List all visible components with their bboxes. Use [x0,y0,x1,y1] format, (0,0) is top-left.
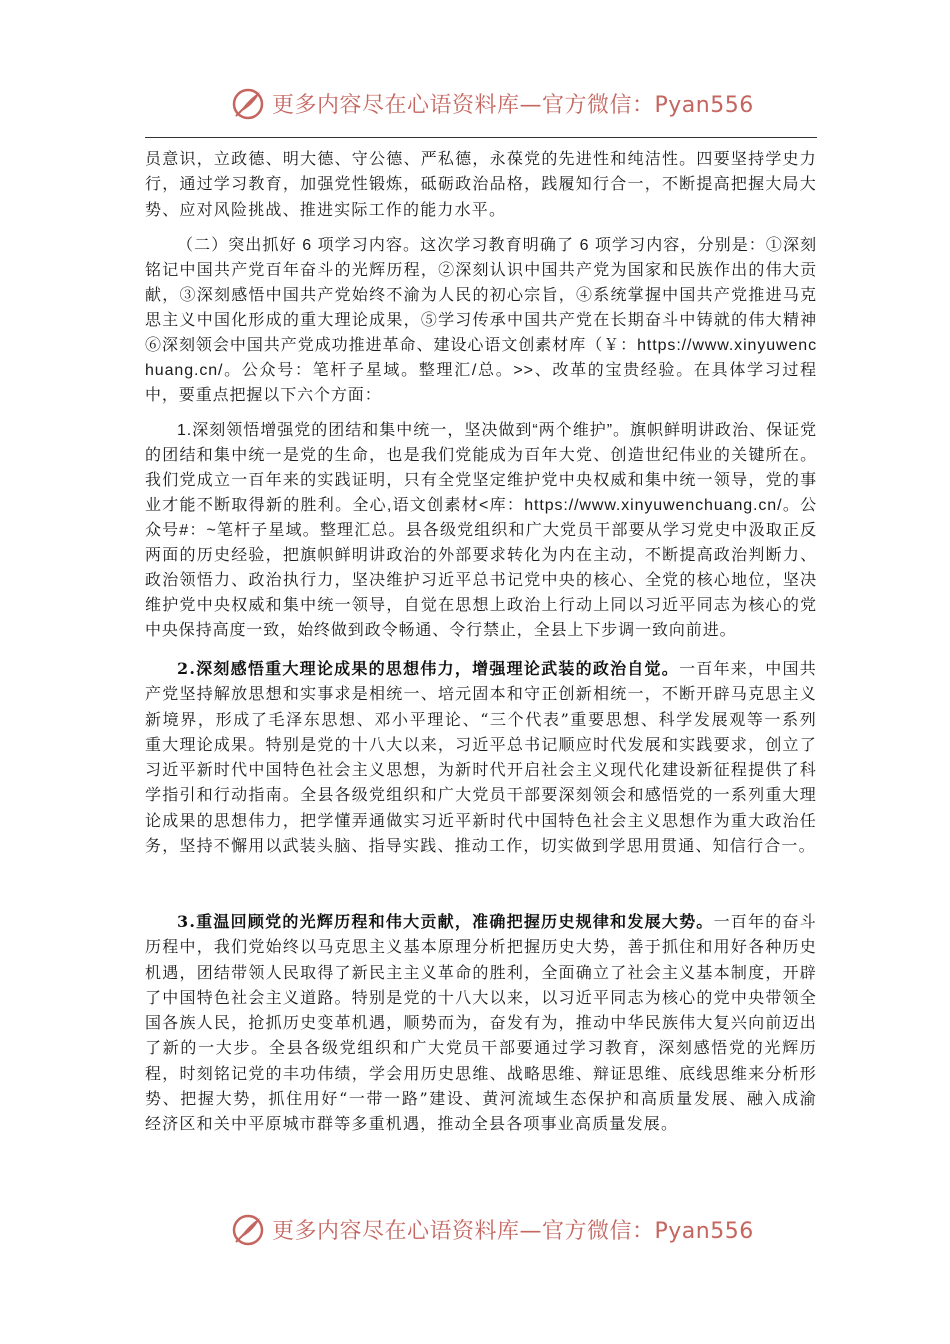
point-3-body: 一百年的奋斗历程中，我们党始终以马克思主义基本原理分析把握历史大势，善于抓住和用好各种历史机遇，团结带领人民取得了新民主主义革命的胜利，全面确立了社会主义基本制度，开辟了中国特色社会主义道路。特别是党的十八大以来，以习近平同志为核心的党中央带领全国各族人民，抢抓历史变革机遇，顺势而为，奋发有为，推动中华民族伟大复兴向前迈出了新的一大步。全县各级党组织和广大党员干部要通过学习教育，深刻感悟党的光辉历程，时刻铭记党的丰功伟绩，学会用历史思维、战略思维、辩证思维、底线思维来分析形势、把握大势，抓住用好“一带一路”建设、黄河流域生态保护和高质量发展、融入成渝经济区和关中平原城市群等多重机遇，推动全县各项事业高质量发展。 [145,912,817,1134]
paragraph-continuation: 员意识，立政德、明大德、守公德、严私德，永葆党的先进性和纯洁性。四要坚持学史力行，通过学习教育，加强党性锻炼，砥砺政治品格，践履知行合一，不断提高把握大局大势、应对风险挑战、推进实际工作的能力水平。 [145,149,817,219]
footer-banner-text: 更多内容尽在心语资料库—官方微信：Pyan556 [272,1219,754,1244]
paragraph-point-3 [145,909,817,1137]
point-2-heading: 2.深刻感悟重大理论成果的思想伟力，增强理论武装的政治自觉。 [177,659,680,678]
header-banner [0,84,950,124]
point-3-heading: 3.重温回顾党的光辉历程和伟大贡献，准确把握历史规律和发展大势。 [177,912,714,931]
paragraph-point-1: 1.深刻领悟增强党的团结和集中统一，坚决做到“两个维护”。旗帜鲜明讲政治、保证党的团结和集中统一是党的生命，也是我们党能成为百年大党、创造世纪伟业的关键所在。我们党成立一百年来的实践证明，只有全党坚定维护党中央权威和集中统一领导，党的事业才能不断取得新的胜利。全心,语文创素材<库：https://www.xinyuwenchuang.cn/。公众号#：~笔杆子星域。整理汇总。县各级党组织和广大党员干部要从学习党史中汲取正反两面的历史经验，把旗帜鲜明讲政治的外部要求转化为内在主动，不断提高政治判断力、政治领悟力、政治执行力，坚决维护习近平总书记党中央的核心、全党的核心地位，坚决维护党中央权威和集中统一领导，自觉在思想上政治上行动上同以习近平同志为核心的党中央保持高度一致，始终做到政令畅通、令行禁止，全县上下步调一致向前进。 [145,422,817,639]
feather-pen-circle-icon [230,1212,266,1248]
header-divider [145,137,817,138]
feather-pen-circle-icon [230,86,266,122]
point-2-body: 一百年来，中国共产党坚持解放思想和实事求是相统一、培元固本和守正创新相统一，不断开辟马克思主义新境界，形成了毛泽东思想、邓小平理论、“三个代表”重要思想、科学发展观等一系列重大理论成果。特别是党的十八大以来，习近平总书记顺应时代发展和实践要求，创立了习近平新时代中国特色社会主义思想，为新时代开启社会主义现代化建设新征程提供了科学指引和行动指南。全县各级党组织和广大党员干部要深刻领会和感悟党的一系列重大理论成果的思想伟力，把学懂弄通做实习近平新时代中国特色社会主义思想作为重大政治任务，坚持不懈用以武装头脑、指导实践、推动工作，切实做到学思用贯通、知信行合一。 [145,659,817,856]
paragraph-study-content: （二）突出抓好 6 项学习内容。这次学习教育明确了 6 项学习内容，分别是：①深刻铭记中国共产党百年奋斗的光辉历程，②深刻认识中国共产党为国家和民族作出的伟大贡献，③深刻感悟中国共产党始终不渝为人民的初心宗旨，④系统掌握中国共产党推进马克思主义中国化形成的重大理论成果，⑤学习传承中国共产党在长期奋斗中铸就的伟大精神⑥深刻领会中国共产党成功推进革命、建设心语文创素材库（￥：https://www.xinyuwenchuang.cn/。公众号：笔杆子星域。整理汇/总。>>、改革的宝贵经验。在具体学习过程中，要重点把握以下六个方面： [145,237,817,404]
header-banner-text: 更多内容尽在心语资料库—官方微信：Pyan556 [272,93,754,118]
footer-banner [0,1210,950,1250]
paragraph-point-2 [145,656,817,858]
